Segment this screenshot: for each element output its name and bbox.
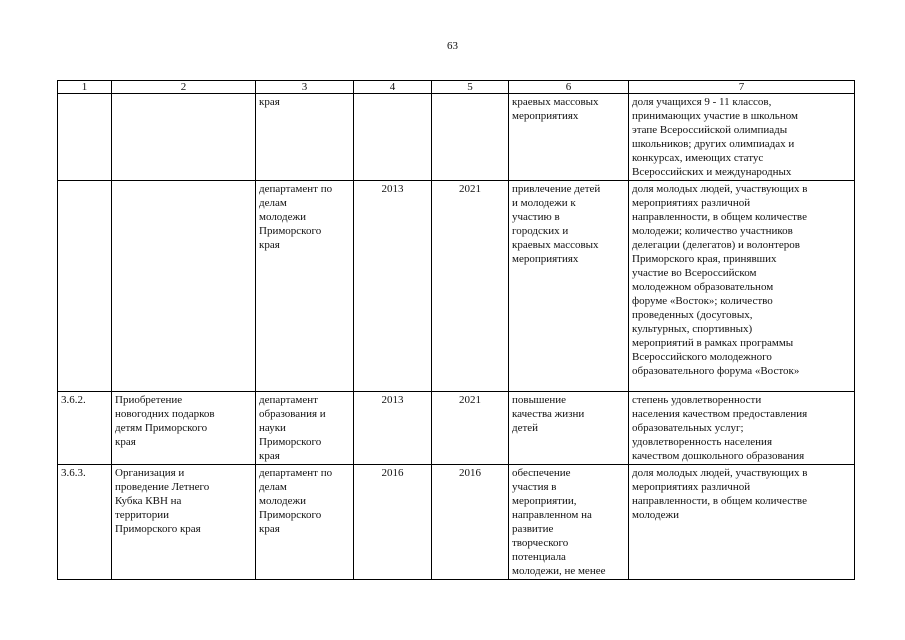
column-header: 3 (256, 81, 354, 94)
column-header: 2 (112, 81, 256, 94)
cell-executor: края (256, 94, 354, 181)
cell-number (58, 181, 112, 392)
column-header: 1 (58, 81, 112, 94)
table-row (58, 392, 855, 465)
table-row (58, 94, 855, 181)
cell-end-year (432, 94, 509, 181)
cell-end-year: 2021 (432, 181, 509, 392)
cell-end-year: 2016 (432, 465, 509, 580)
table-row (58, 465, 855, 580)
cell-indicator: степень удовлетворенности населения качеством предоставления образовательных услуг; удовлетворенность населения качеством дошкольного образования (629, 392, 855, 465)
column-header: 7 (629, 81, 855, 94)
cell-event-name: Приобретение новогодних подарков детям Приморского края (112, 392, 256, 465)
cell-start-year (354, 94, 432, 181)
program-table (57, 80, 855, 580)
column-header: 6 (509, 81, 629, 94)
cell-executor: департамент по делам молодежи Приморского края (256, 181, 354, 392)
cell-end-year: 2021 (432, 392, 509, 465)
cell-start-year: 2016 (354, 465, 432, 580)
page-number: 63 (447, 40, 458, 52)
cell-number: 3.6.2. (58, 392, 112, 465)
cell-indicator: доля учащихся 9 - 11 классов, принимающих участие в школьном этапе Всероссийской олимпиады школьников; других олимпиадах и конкурсах, имеющих статус Всероссийских и международных (629, 94, 855, 181)
cell-indicator: доля молодых людей, участвующих в мероприятиях различной направленности, в общем количестве молодежи (629, 465, 855, 580)
cell-executor: департамент по делам молодежи Приморского края (256, 465, 354, 580)
cell-expected-result: обеспечение участия в мероприятии, направленном на развитие творческого потенциала молодежи, не менее (509, 465, 629, 580)
cell-number (58, 94, 112, 181)
column-header: 4 (354, 81, 432, 94)
cell-start-year: 2013 (354, 392, 432, 465)
cell-start-year: 2013 (354, 181, 432, 392)
column-header: 5 (432, 81, 509, 94)
cell-event-name: Организация и проведение Летнего Кубка КВН на территории Приморского края (112, 465, 256, 580)
cell-event-name (112, 181, 256, 392)
cell-event-name (112, 94, 256, 181)
column-number-row (58, 81, 855, 94)
cell-executor: департамент образования и науки Приморского края (256, 392, 354, 465)
table-row (58, 181, 855, 392)
cell-expected-result: привлечение детей и молодежи к участию в городских и краевых массовых мероприятиях (509, 181, 629, 392)
cell-expected-result: краевых массовых мероприятиях (509, 94, 629, 181)
cell-expected-result: повышение качества жизни детей (509, 392, 629, 465)
cell-indicator: доля молодых людей, участвующих в мероприятиях различной направленности, в общем количестве молодежи; количество участников делегации (делегатов) и волонтеров Приморского края, принявших участие во Всероссийском молодежном образовательном форуме «Восток»; количество проведенных (досуговых, культурных, спортивных) мероприятий в рамках программы Всероссийского молодежного образовательного форума «Восток» (629, 181, 855, 392)
cell-number: 3.6.3. (58, 465, 112, 580)
